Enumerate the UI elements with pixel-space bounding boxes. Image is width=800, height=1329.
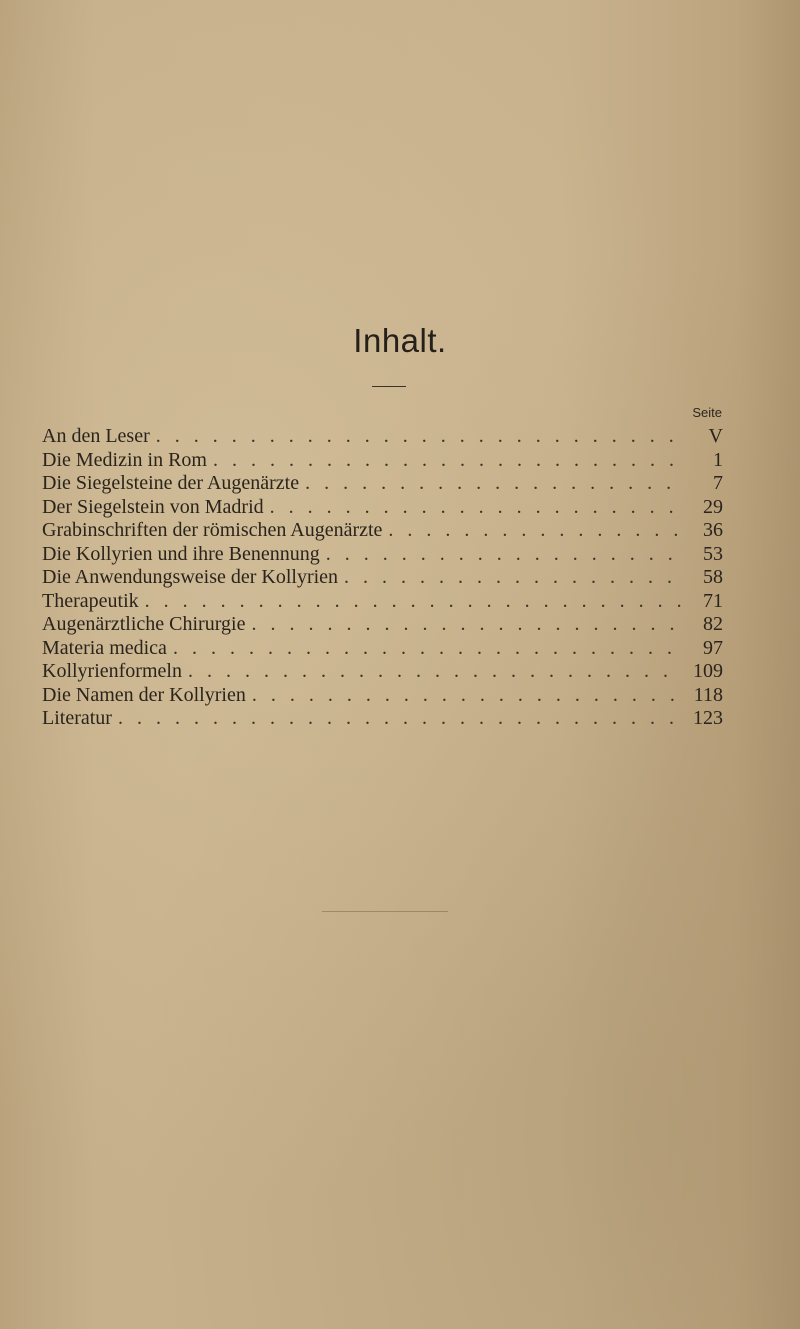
toc-entry-title: An den Leser: [42, 425, 150, 447]
page-title: Inhalt.: [353, 322, 447, 359]
toc-entry: [42, 707, 723, 731]
toc-entry: [42, 613, 723, 637]
dot-leader: [344, 566, 681, 590]
faint-divider: [322, 911, 448, 912]
toc-entry-title: Augenärztliche Chirurgie: [42, 613, 246, 635]
toc-entry-page: 118: [693, 683, 723, 706]
dot-leader: [252, 684, 681, 708]
column-header-seite: Seite: [692, 405, 722, 420]
toc-entry-page: 71: [703, 589, 723, 612]
dot-leader: [145, 590, 681, 614]
toc-entry: [42, 566, 723, 590]
dot-leader: [251, 613, 681, 637]
toc-entry: [42, 425, 723, 449]
toc-entry: [42, 449, 723, 473]
toc-entry-page: 97: [703, 636, 723, 659]
toc-entry: [42, 684, 723, 708]
dot-leader: [270, 496, 681, 520]
toc-entry-title: Die Anwendungsweise der Kollyrien: [42, 566, 339, 588]
dot-leader: [388, 519, 681, 543]
toc-entry-page: 29: [703, 495, 723, 518]
toc-entry-title: Literatur: [42, 707, 112, 729]
toc-entry-title: Materia medica: [42, 636, 167, 659]
toc-entry: [42, 660, 723, 684]
toc-entry-title: Grabinschriften der römischen Augenärzte: [42, 519, 383, 541]
toc-entry-page: 1: [713, 448, 723, 471]
dot-leader: [118, 707, 681, 731]
toc-entry: [42, 472, 723, 496]
table-of-contents: [42, 425, 723, 731]
title-rule: [372, 386, 406, 387]
toc-entry-title: Der Siegelstein von Madrid: [42, 495, 264, 518]
toc-entry: [42, 637, 723, 661]
dot-leader: [326, 543, 681, 567]
dot-leader: [188, 660, 681, 684]
toc-entry-page: 123: [693, 707, 723, 729]
toc-entry: [42, 590, 723, 614]
toc-entry-page: 109: [693, 660, 723, 682]
toc-entry: [42, 496, 723, 520]
toc-entry-page: V: [708, 425, 723, 447]
toc-entry: [42, 543, 723, 567]
dot-leader: [213, 449, 681, 473]
toc-entry-title: Die Medizin in Rom: [42, 448, 207, 471]
dot-leader: [305, 472, 681, 496]
toc-entry-page: 82: [703, 613, 723, 635]
toc-entry-title: Therapeutik: [42, 589, 139, 612]
toc-entry-title: Die Kollyrien und ihre Benennung: [42, 542, 320, 565]
toc-entry-title: Die Siegelsteine der Augenärzte: [42, 472, 300, 494]
toc-entry: [42, 519, 723, 543]
toc-entry-page: 58: [703, 566, 723, 588]
dot-leader: [156, 425, 681, 449]
toc-entry-page: 36: [703, 519, 723, 541]
toc-entry-page: 7: [713, 472, 723, 494]
dot-leader: [173, 637, 681, 661]
toc-entry-title: Kollyrienformeln: [42, 660, 182, 682]
toc-entry-title: Die Namen der Kollyrien: [42, 683, 246, 706]
toc-entry-page: 53: [703, 542, 723, 565]
